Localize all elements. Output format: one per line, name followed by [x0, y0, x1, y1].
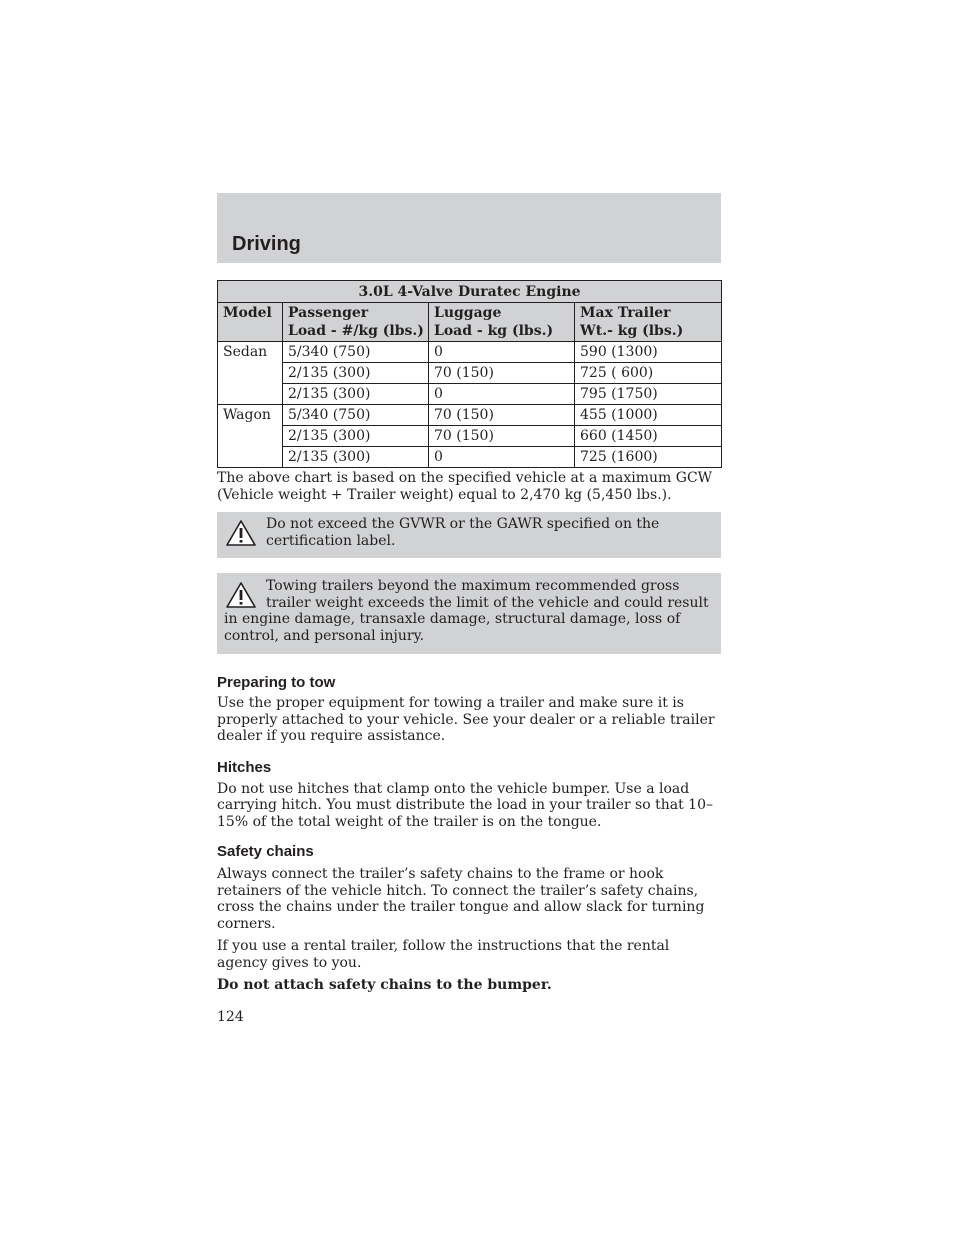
- table-cell: 5/340 (750): [283, 342, 429, 363]
- table-note: The above chart is based on the specified vehicle at a maximum GCW (Vehicle weight + Trailer weight) equal to 2,470 kg (5,450 lbs.).: [217, 470, 713, 503]
- bumper-warning-text: Do not attach safety chains to the bumper.: [217, 977, 552, 993]
- table-row: [218, 363, 722, 384]
- table-cell: 70 (150): [429, 426, 575, 447]
- paragraph-hitches: Do not use hitches that clamp onto the vehicle bumper. Use a load carrying hitch. You must distribute the load in your trailer so that 10–15% of the total weight of the trailer is on the tongue.: [217, 780, 713, 830]
- page-content: [217, 280, 721, 1025]
- table-cell: 590 (1300): [575, 342, 722, 363]
- table-row: [218, 447, 722, 468]
- column-header-passenger: Passenger Load - #/kg (lbs.): [283, 303, 429, 342]
- paragraph-rental-trailer: If you use a rental trailer, follow the instructions that the rental agency gives to you.: [217, 938, 670, 971]
- heading-safety-chains: Safety chains: [217, 843, 314, 860]
- trailer-load-table: [217, 280, 722, 468]
- table-cell: 2/135 (300): [283, 426, 429, 447]
- table-caption: 3.0L 4-Valve Duratec Engine: [218, 281, 722, 303]
- table-cell: 660 (1450): [575, 426, 722, 447]
- table-cell: 70 (150): [429, 363, 575, 384]
- page-number: 124: [217, 1008, 244, 1025]
- table-cell: 5/340 (750): [283, 405, 429, 426]
- table-header-row: [218, 303, 722, 342]
- table-cell: 725 ( 600): [575, 363, 722, 384]
- table-row: [218, 384, 722, 405]
- table-cell: 2/135 (300): [283, 447, 429, 468]
- table-cell: 0: [429, 342, 575, 363]
- heading-hitches: Hitches: [217, 758, 272, 776]
- table-cell: 795 (1750): [575, 384, 722, 405]
- model-cell-wagon: Wagon: [218, 405, 283, 468]
- column-header-luggage: Luggage Load - kg (lbs.): [429, 303, 575, 342]
- section-header-band: [217, 193, 721, 263]
- table-cell: 2/135 (300): [283, 384, 429, 405]
- paragraph-preparing-to-tow: Use the proper equipment for towing a trailer and make sure it is properly attached to your vehicle. See your dealer or a reliable trailer dealer if you require assistance.: [217, 695, 715, 744]
- model-cell-sedan: Sedan: [218, 342, 283, 405]
- warning-box-towing-limit: [217, 573, 721, 654]
- warning-triangle-icon: [225, 581, 257, 609]
- warning-box-gvwr: [217, 512, 721, 558]
- section-title: Driving: [232, 233, 301, 255]
- table-row: [218, 405, 722, 426]
- table-row: [218, 426, 722, 447]
- table-cell: 2/135 (300): [283, 363, 429, 384]
- column-header-max-trailer: Max Trailer Wt.- kg (lbs.): [575, 303, 722, 342]
- table-cell: 0: [429, 384, 575, 405]
- warning-text: Do not exceed the GVWR or the GAWR specified on the certification label.: [266, 516, 660, 549]
- paragraph-safety-chains: Always connect the trailer’s safety chains to the frame or hook retainers of the vehicle hitch. To connect the trailer’s safety chains, cross the chains under the trailer tongue and allow slack for turning corners.: [217, 866, 705, 932]
- warning-text: Towing trailers beyond the maximum recommended gross trailer weight exceeds the limit of the vehicle and could result in engine damage, transaxle damage, structural damage, loss of control, and personal injury.: [224, 578, 709, 644]
- warning-triangle-icon: [225, 519, 257, 547]
- table-cell: 70 (150): [429, 405, 575, 426]
- heading-preparing-to-tow: Preparing to tow: [217, 674, 336, 691]
- table-cell: 0: [429, 447, 575, 468]
- table-row: [218, 342, 722, 363]
- table-cell: 455 (1000): [575, 405, 722, 426]
- table-cell: 725 (1600): [575, 447, 722, 468]
- column-header-model: Model: [218, 303, 283, 342]
